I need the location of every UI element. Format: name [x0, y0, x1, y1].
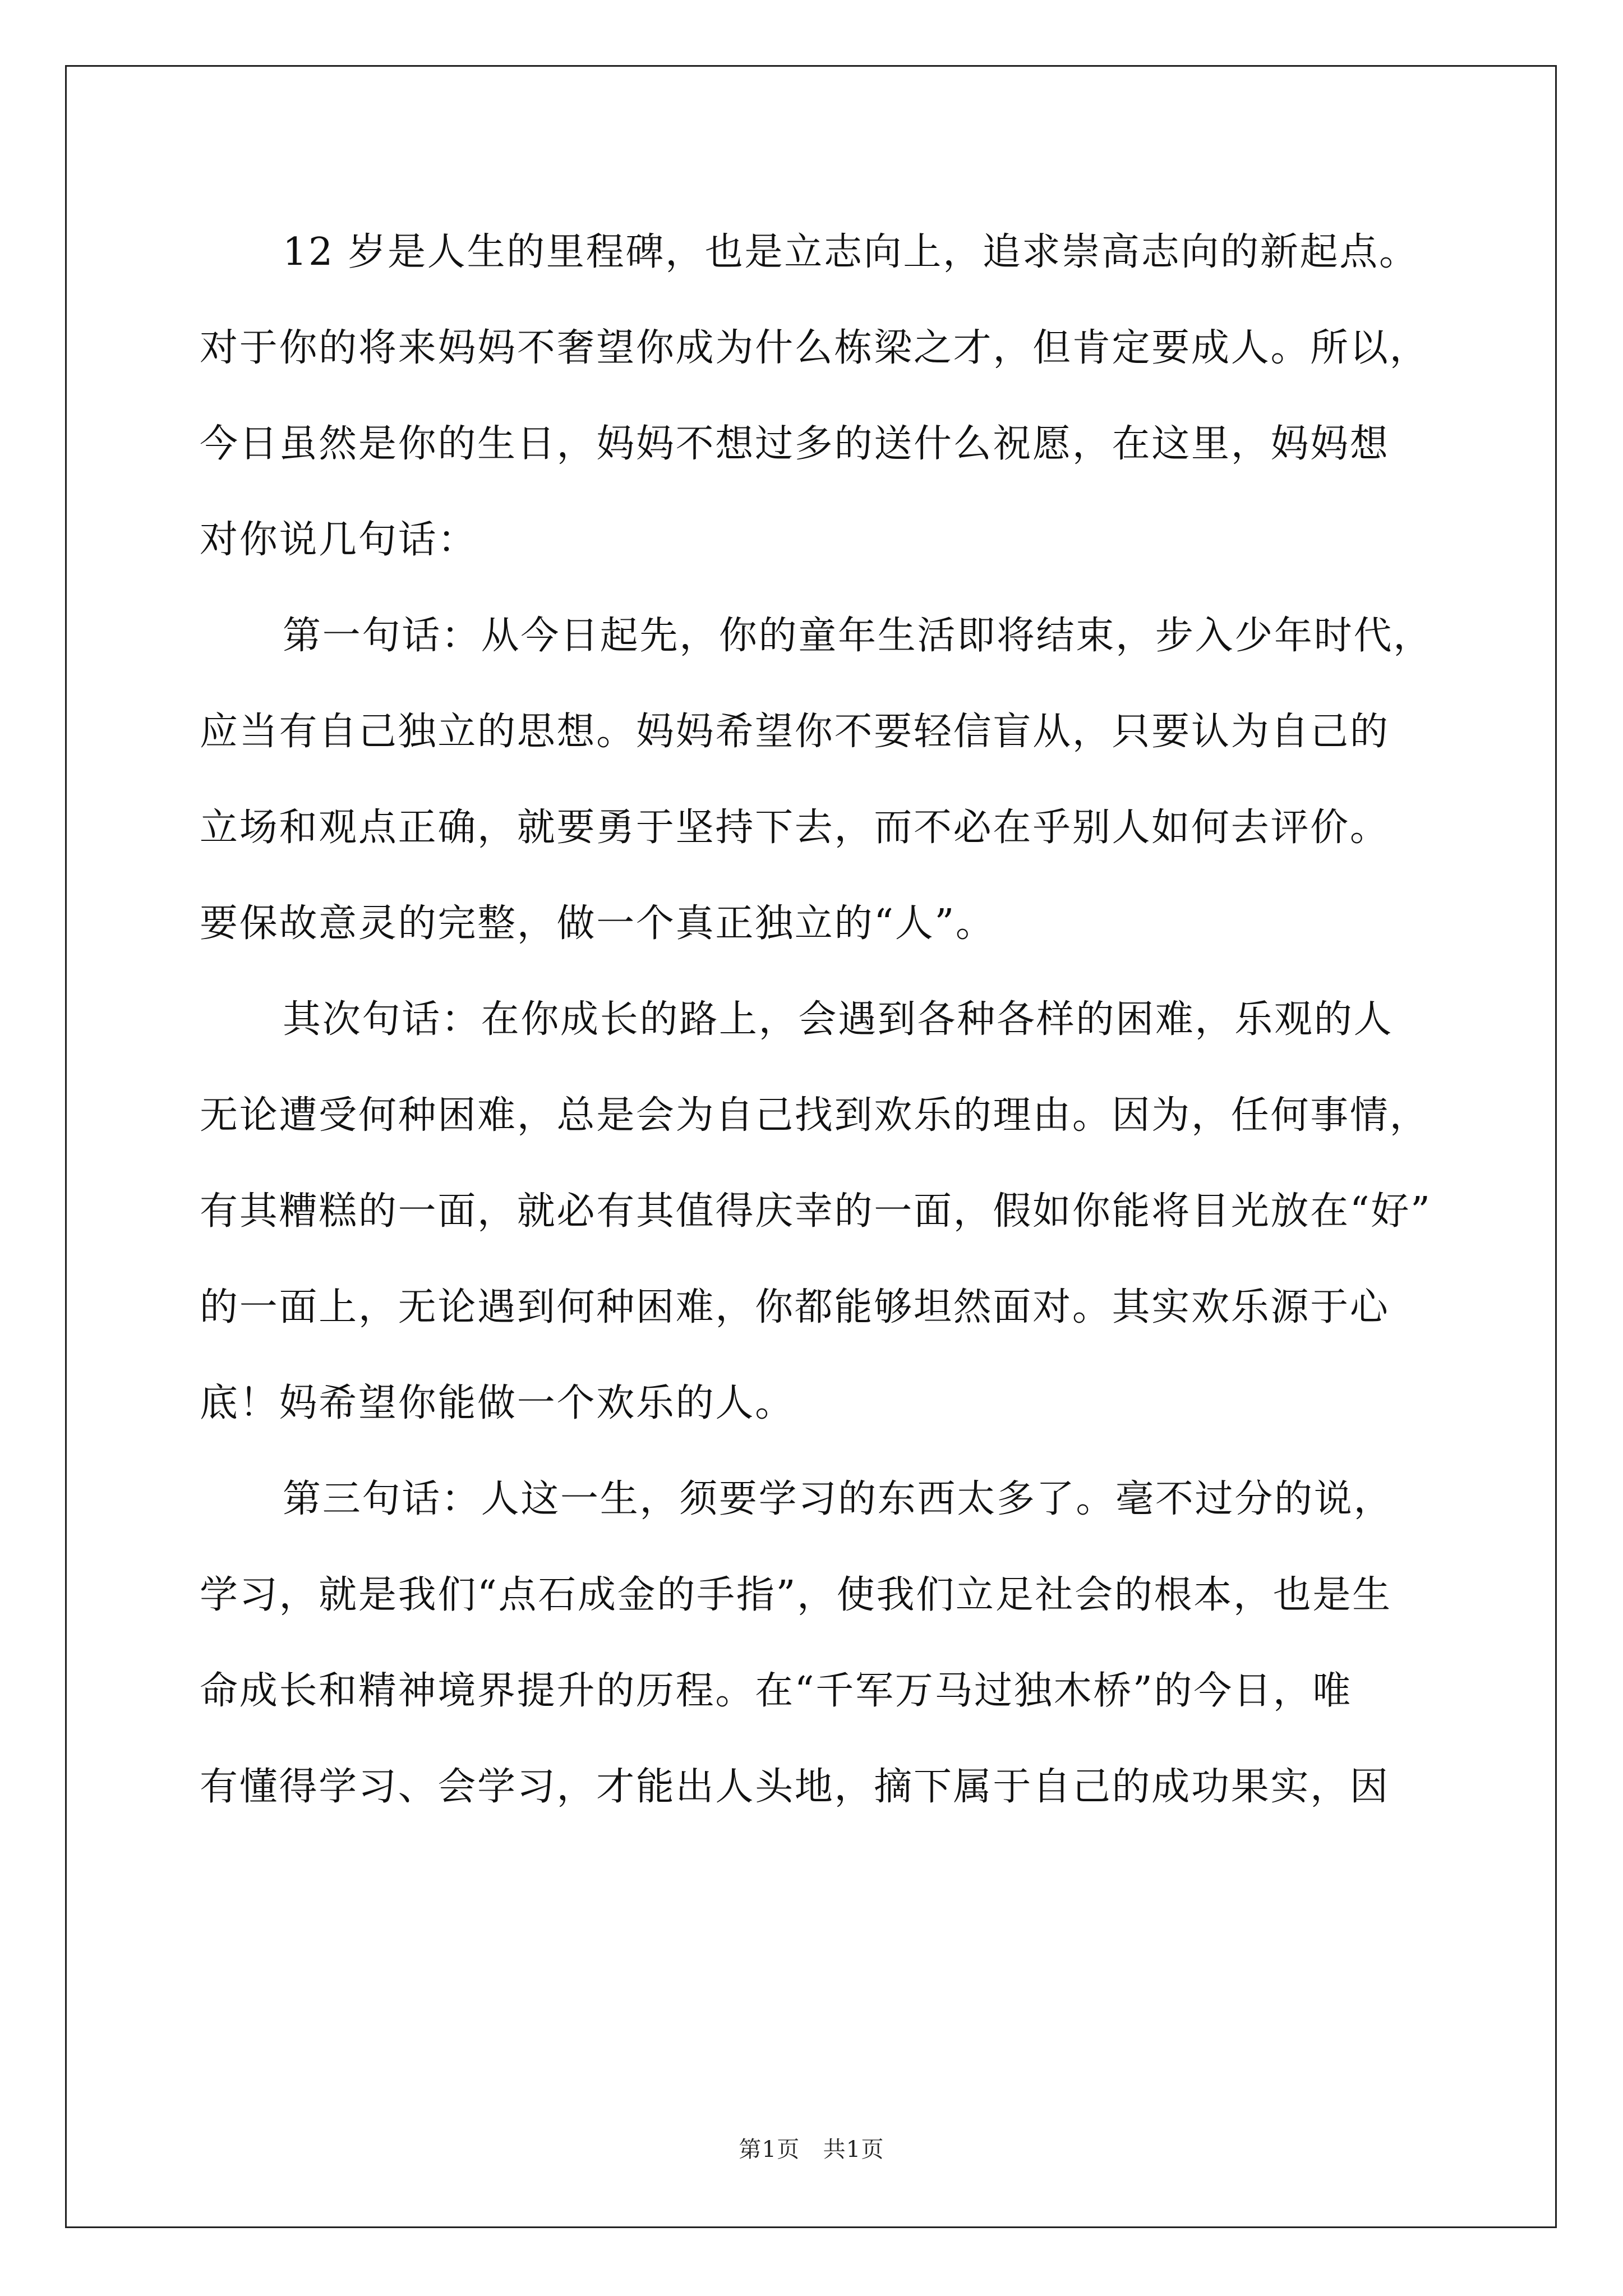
paragraph-1-line-2: 对于你的将来妈妈不奢望你成为什么栋梁之才，但肯定要成人。所以，	[200, 326, 1430, 370]
document-body	[200, 224, 1473, 1855]
paragraph-2-line-2: 应当有自己独立的思想。妈妈希望你不要轻信盲从，只要认为自己的	[200, 710, 1390, 754]
paragraph-2-line-4: 要保故意灵的完整，做一个真正独立的“人”。	[200, 901, 995, 946]
paragraph-1-line-4: 对你说几句话：	[200, 518, 478, 562]
paragraph-4-line-4: 有懂得学习、会学习，才能出人头地，摘下属于自己的成功果实，因	[200, 1765, 1390, 1809]
paragraph-3-line-3: 有其糟糕的一面，就必有其值得庆幸的一面，假如你能将目光放在“好”	[200, 1189, 1432, 1234]
paragraph-4-line-2: 学习，就是我们“点石成金的手指”，使我们立足社会的根本，也是生	[200, 1573, 1392, 1617]
paragraph-4-line-1: 第三句话：人这一生，须要学习的东西太多了。毫不过分的说，	[283, 1477, 1394, 1521]
paragraph-1-line-1: 12 岁是人生的里程碑，也是立志向上，追求崇高志向的新起点。	[283, 230, 1419, 274]
paragraph-3-line-5: 底！妈希望你能做一个欢乐的人。	[200, 1381, 795, 1425]
paragraph-3-line-4: 的一面上，无论遇到何种困难，你都能够坦然面对。其实欢乐源于心	[200, 1285, 1390, 1329]
paragraph-1-line-3: 今日虽然是你的生日，妈妈不想过多的送什么祝愿，在这里，妈妈想	[200, 422, 1390, 466]
page-number-footer: 第1页 共1页	[739, 2137, 884, 2162]
paragraph-3-line-1: 其次句话：在你成长的路上，会遇到各种各样的困难，乐观的人	[283, 997, 1394, 1042]
paragraph-2-line-1: 第一句话：从今日起先，你的童年生活即将结束，步入少年时代，	[283, 614, 1433, 658]
paragraph-4-line-3: 命成长和精神境界提升的历程。在“千军万马过独木桥”的今日，唯	[200, 1669, 1353, 1713]
paragraph-3-line-2: 无论遭受何种困难，总是会为自己找到欢乐的理由。因为，任何事情，	[200, 1093, 1430, 1138]
paragraph-2-line-3: 立场和观点正确，就要勇于坚持下去，而不必在乎别人如何去评价。	[200, 806, 1390, 850]
